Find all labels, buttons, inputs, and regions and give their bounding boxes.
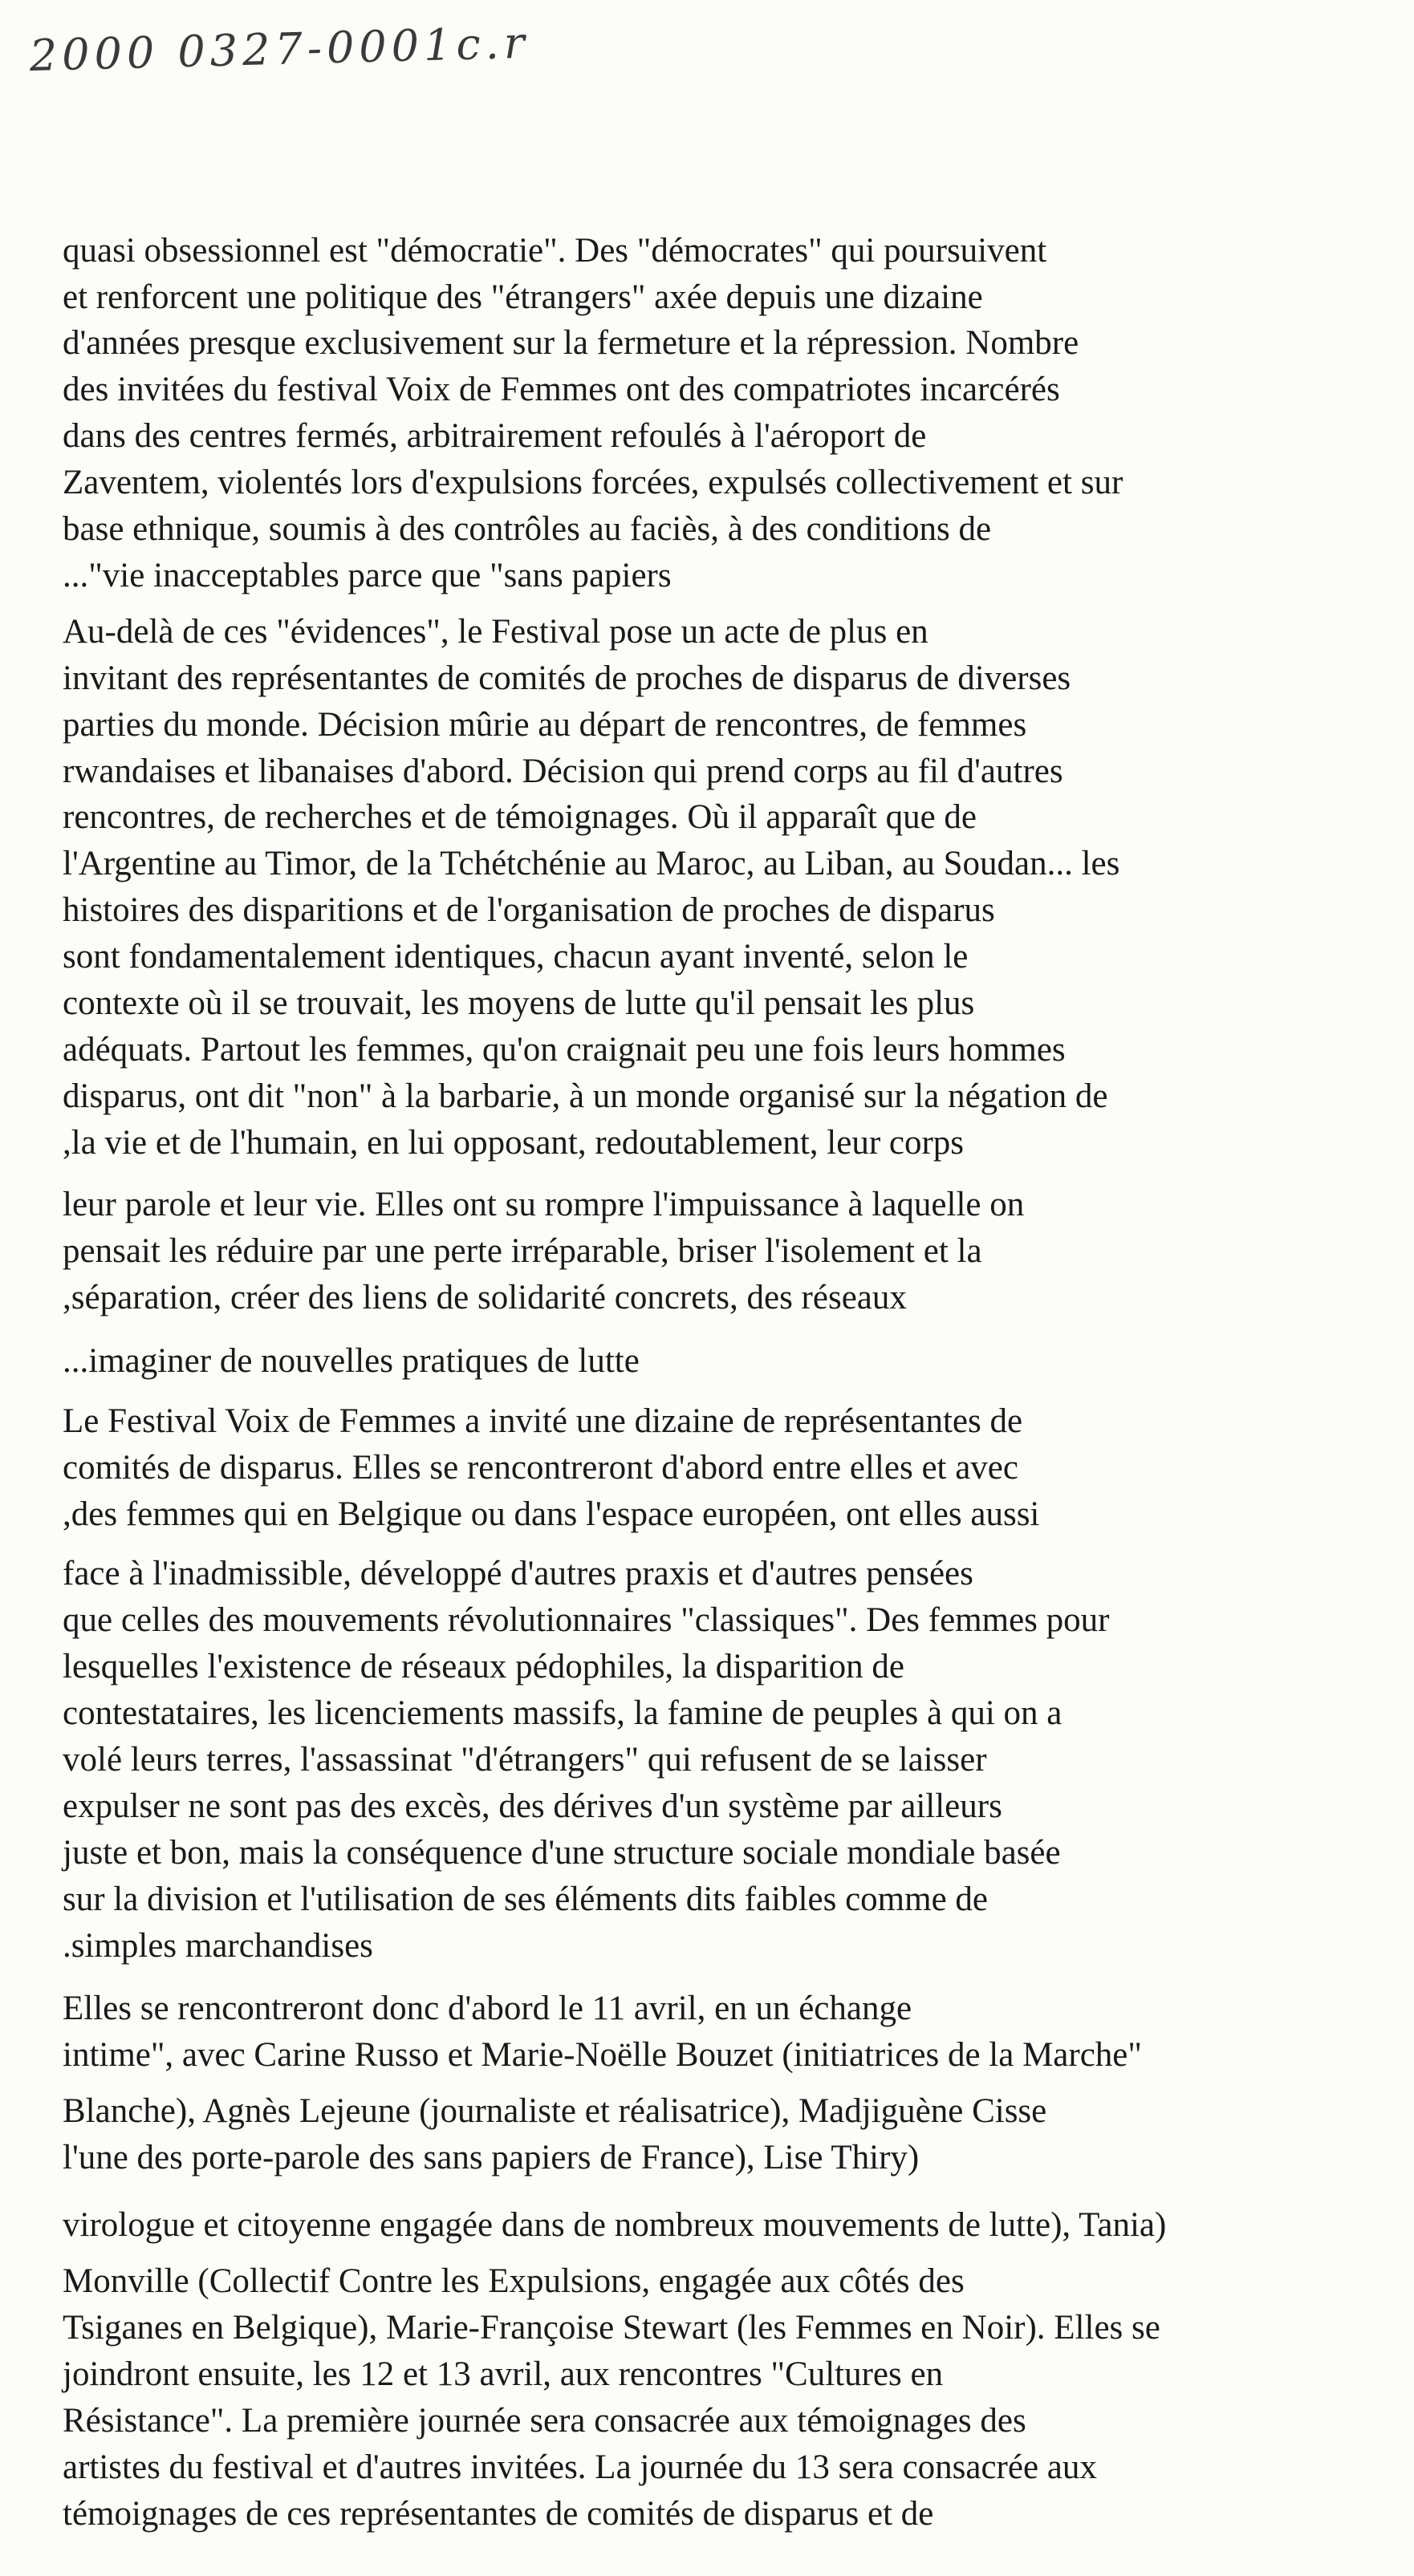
text-line: rencontres, de recherches et de témoignages. Où il apparaît que de: [63, 798, 977, 836]
text-line: joindront ensuite, les 12 et 13 avril, aux rencontres "Cultures en: [63, 2355, 944, 2393]
text-line: invitant des représentantes de comités de proches de disparus de diverses: [63, 659, 1071, 697]
text-line: .simples marchandises: [63, 1927, 373, 1965]
text-line: parties du monde. Décision mûrie au départ de rencontres, de femmes: [63, 706, 1027, 744]
text-line: contexte où il se trouvait, les moyens de lutte qu'il pensait les plus: [63, 984, 975, 1022]
text-line: lesquelles l'existence de réseaux pédophiles, la disparition de: [63, 1648, 904, 1686]
text-line: Résistance". La première journée sera consacrée aux témoignages des: [63, 2402, 1026, 2440]
text-line: des invitées du festival Voix de Femmes ont des compatriotes incarcérés: [63, 371, 1060, 408]
text-line: Monville (Collectif Contre les Expulsions, engagée aux côtés des: [63, 2262, 965, 2300]
text-line: l'une des porte-parole des sans papiers de France), Lise Thiry): [63, 2139, 920, 2176]
text-line: ...imaginer de nouvelles pratiques de lutte: [63, 1342, 640, 1380]
text-line: ,des femmes qui en Belgique ou dans l'espace européen, ont elles aussi: [63, 1495, 1040, 1533]
text-line: témoignages de ces représentantes de comités de disparus et de: [63, 2495, 934, 2533]
text-line: ,séparation, créer des liens de solidarité concrets, des réseaux: [63, 1279, 907, 1316]
text-line: virologue et citoyenne engagée dans de nombreux mouvements de lutte), Tania): [63, 2206, 1167, 2244]
text-line: pensait les réduire par une perte irréparable, briser l'isolement et la: [63, 1232, 982, 1270]
text-line: ..."vie inacceptables parce que "sans papiers: [63, 557, 672, 594]
text-line: rwandaises et libanaises d'abord. Décision qui prend corps au fil d'autres: [63, 753, 1063, 790]
handwritten-reference: 2000 0327-0001c.r: [29, 17, 530, 81]
text-line: Tsiganes en Belgique), Marie-Françoise Stewart (les Femmes en Noir). Elles se: [63, 2309, 1160, 2347]
text-line: quasi obsessionnel est "démocratie". Des "démocrates" qui poursuivent: [63, 232, 1047, 270]
text-line: juste et bon, mais la conséquence d'une structure sociale mondiale basée: [63, 1834, 1061, 1872]
text-line: volé leurs terres, l'assassinat "d'étrangers" qui refusent de se laisser: [63, 1741, 987, 1779]
text-line: expulser ne sont pas des excès, des dérives d'un système par ailleurs: [63, 1787, 1002, 1825]
text-line: sont fondamentalement identiques, chacun ayant inventé, selon le: [63, 938, 969, 976]
text-line: l'Argentine au Timor, de la Tchétchénie au Maroc, au Liban, au Soudan... les: [63, 845, 1120, 882]
text-line: dans des centres fermés, arbitrairement refoulés à l'aéroport de: [63, 417, 927, 455]
text-line: histoires des disparitions et de l'organisation de proches de disparus: [63, 891, 995, 929]
text-line: base ethnique, soumis à des contrôles au faciès, à des conditions de: [63, 510, 992, 548]
text-line: sur la division et l'utilisation de ses éléments dits faibles comme de: [63, 1880, 989, 1918]
text-line: face à l'inadmissible, développé d'autres praxis et d'autres pensées: [63, 1555, 973, 1592]
text-line: ,la vie et de l'humain, en lui opposant, redoutablement, leur corps: [63, 1124, 965, 1162]
text-line: Le Festival Voix de Femmes a invité une dizaine de représentantes de: [63, 1402, 1023, 1440]
text-line: Blanche), Agnès Lejeune (journaliste et réalisatrice), Madjiguène Cisse: [63, 2092, 1047, 2130]
text-line: Elles se rencontreront donc d'abord le 11 avril, en un échange: [63, 1990, 912, 2027]
text-line: d'années presque exclusivement sur la fermeture et la répression. Nombre: [63, 324, 1079, 362]
text-line: adéquats. Partout les femmes, qu'on craignait peu une fois leurs hommes: [63, 1031, 1066, 1069]
text-line: contestataires, les licenciements massifs, la famine de peuples à qui on a: [63, 1694, 1063, 1732]
text-line: et renforcent une politique des "étrangers" axée depuis une dizaine: [63, 278, 983, 316]
text-line: leur parole et leur vie. Elles ont su rompre l'impuissance à laquelle on: [63, 1186, 1025, 1223]
text-line: comités de disparus. Elles se rencontreront d'abord entre elles et avec: [63, 1449, 1018, 1487]
text-line: intime", avec Carine Russo et Marie-Noëlle Bouzet (initiatrices de la Marche": [63, 2036, 1142, 2074]
text-line: Au-delà de ces "évidences", le Festival pose un acte de plus en: [63, 613, 928, 651]
text-line: artistes du festival et d'autres invitées. La journée du 13 sera consacrée aux: [63, 2448, 1097, 2486]
text-line: Zaventem, violentés lors d'expulsions forcées, expulsés collectivement et sur: [63, 464, 1123, 501]
text-line: disparus, ont dit "non" à la barbarie, à un monde organisé sur la négation de: [63, 1077, 1108, 1115]
text-line: que celles des mouvements révolutionnaires "classiques". Des femmes pour: [63, 1601, 1110, 1639]
